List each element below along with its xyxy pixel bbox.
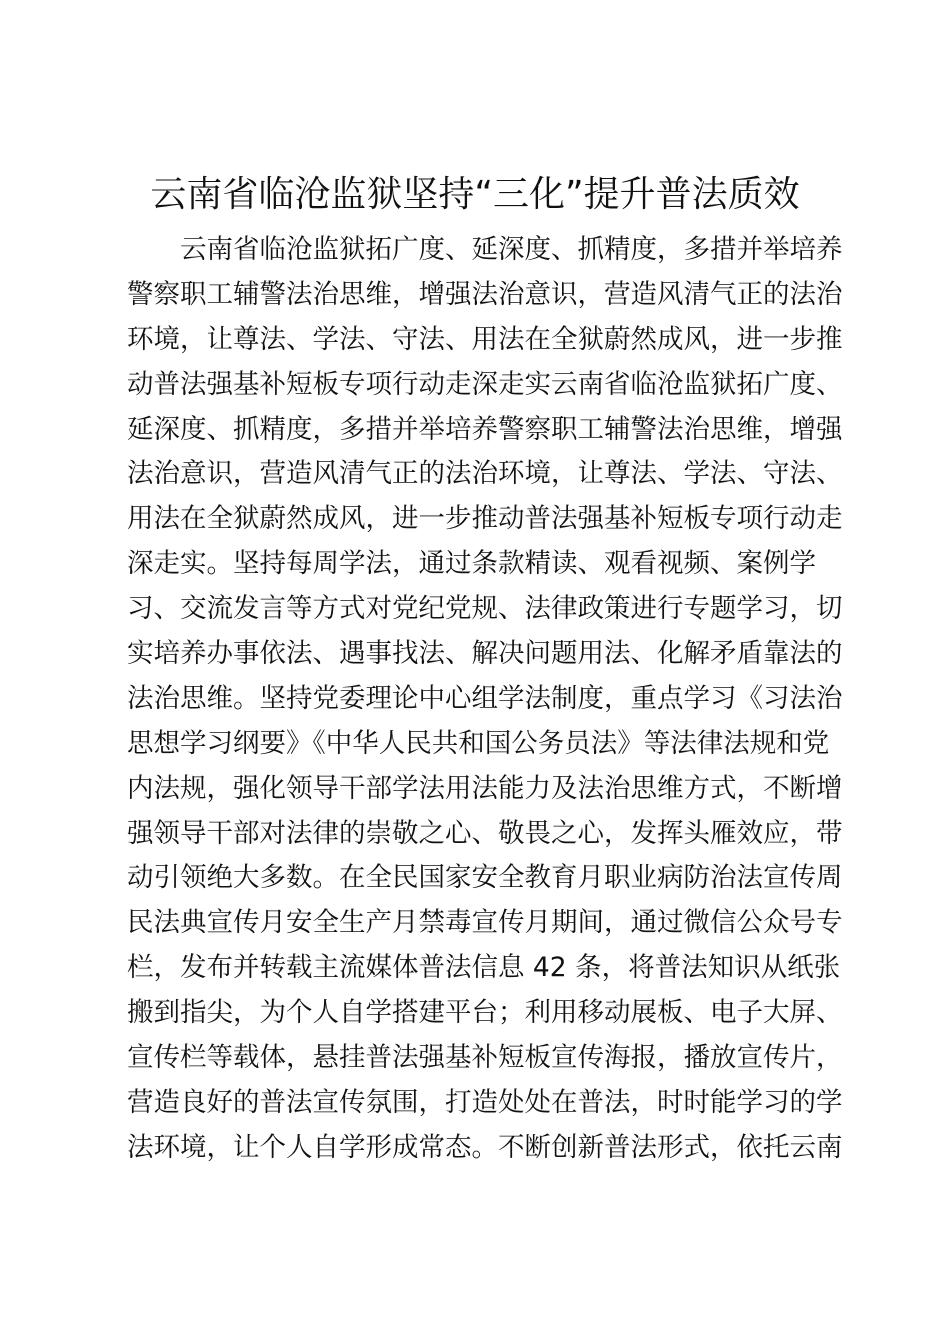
paragraph-line: 搬到指尖，为个人自学搭建平台；利用移动展板、电子大屏、 [127,997,843,1029]
paragraph-line: 习、交流发言等方式对党纪党规、法律政策进行专题学习，切 [127,593,843,625]
paragraph-line: 思想学习纲要》《中华人民共和国公务员法》等法律法规和党 [127,727,830,759]
paragraph-line: 动普法强基补短板专项行动走深走实云南省临沧监狱拓广度、 [127,368,843,400]
paragraph-line: 营造良好的普法宣传氛围，打造处处在普法，时时能学习的学 [127,1086,843,1118]
paragraph-line: 延深度、抓精度，多措并举培养警察职工辅警法治思维，增强 [127,413,843,445]
paragraph-line: 强领导干部对法律的崇敬之心、敬畏之心，发挥头雁效应，带 [127,817,843,849]
document-body [127,228,847,1171]
paragraph-line: 栏，发布并转载主流媒体普法信息 42 条，将普法知识从纸张 [127,952,841,984]
paragraph-line: 法环境，让个人自学形成常态。不断创新普法形式，依托云南 [127,1131,843,1163]
paragraph-line: 警察职工辅警法治思维，增强法治意识，营造风清气正的法治 [127,278,843,310]
paragraph-line: 深走实。坚持每周学法，通过条款精读、观看视频、案例学 [127,548,816,580]
paragraph-line: 云南省临沧监狱拓广度、延深度、抓精度，多措并举培养 [180,234,843,265]
document-title: 云南省临沧监狱坚持“三化”提升普法质效 [150,174,800,215]
paragraph-line: 环境，让尊法、学法、守法、用法在全狱蔚然成风，进一步推 [127,323,843,355]
paragraph-line: 宣传栏等载体，悬挂普法强基补短板宣传海报，播放宣传片， [127,1042,843,1074]
paragraph-line: 内法规，强化领导干部学法用法能力及法治思维方式，不断增 [127,772,843,804]
paragraph-line: 动引领绝大多数。在全民国家安全教育月职业病防治法宣传周 [127,862,843,894]
paragraph-line: 民法典宣传月安全生产月禁毒宣传月期间，通过微信公众号专 [127,907,843,939]
paragraph-line: 法治思维。坚持党委理论中心组学法制度，重点学习《习法治 [127,682,843,714]
paragraph-line: 实培养办事依法、遇事找法、解决问题用法、化解矛盾靠法的 [127,638,843,670]
paragraph-line: 用法在全狱蔚然成风，进一步推动普法强基补短板专项行动走 [127,503,843,535]
paragraph-line: 法治意识，营造风清气正的法治环境，让尊法、学法、守法、 [127,458,843,490]
